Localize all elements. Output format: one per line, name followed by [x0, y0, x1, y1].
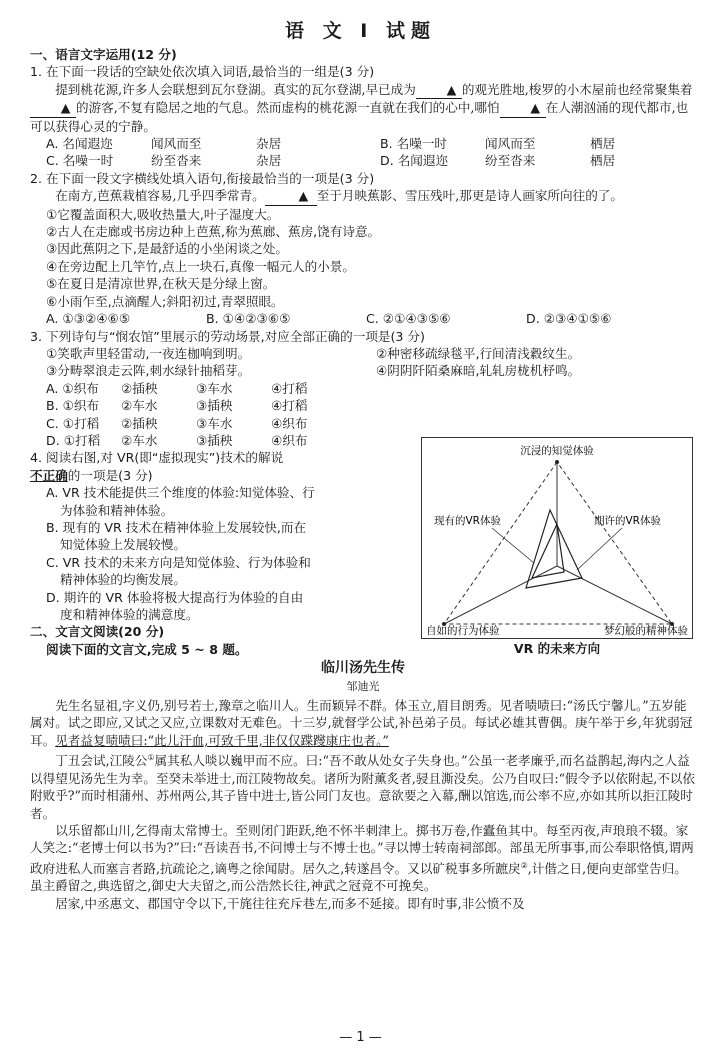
page-title: 语 文 Ⅰ 试题	[285, 20, 436, 42]
option-text: 纷至沓来	[485, 153, 536, 169]
section-2-intro: 阅读下面的文言文,完成 5 ~ 8 题。	[46, 641, 248, 657]
option-d-cont: 度和精神体验的满意度。	[60, 607, 199, 622]
answer-blank: ▲	[30, 99, 76, 117]
option-a: A. VR 技术能提供三个维度的体验:知觉体验、行	[46, 485, 315, 501]
label-left: 现有的VR体验	[434, 515, 501, 527]
question-4-stem: 4. 阅读右图,对 VR(即“虚拟现实”)技术的解说	[30, 450, 284, 466]
option-text: 纷至沓来	[151, 153, 202, 169]
q3-item: ②种密移疏绿毯平,行间清浅縠纹生。	[376, 345, 581, 361]
option-b-cont: 知觉体验上发展较慢。	[60, 537, 186, 553]
q2-item: ⑤在夏日是清凉世界,在秋天是分绿上窗。	[46, 276, 276, 292]
q3-item: ③分畴翠浪走云阵,刺水绿针抽稻芽。	[46, 363, 251, 379]
pointer-line	[492, 528, 534, 563]
section-1-heading: 一、语言文字运用(12 分)	[30, 47, 177, 62]
question-1-passage	[30, 81, 696, 135]
option-b: B. ①④②③⑥⑤	[206, 311, 291, 327]
figure-caption: VR 的未来方向	[513, 641, 601, 656]
option-text: ②车水	[121, 432, 158, 448]
q1-text: 提到桃花源,许多人会联想到瓦尔登湖。真实的瓦尔登湖,早已成为	[55, 81, 416, 97]
paragraph-text: ,计偕之日,便向吏部堂告归。虽主爵留之,典选留之,御史大夫留之,而公浩然长往,神武之冠竟不可挽矣。	[30, 861, 687, 894]
q2-item: ①它覆盖面积大,吸收热量大,叶子湿度大。	[46, 206, 280, 222]
option-text: ④织布	[271, 415, 308, 431]
passage-paragraph-4: 居家,中丞惠文、郡国守令以下,干旄往往充斥巷左,而多不延接。即有时事,非公愤不及	[55, 895, 525, 911]
option-text: ③插秧	[196, 432, 233, 448]
option-text: 杂居	[256, 153, 282, 169]
axis-end-dot	[555, 460, 559, 464]
label-bottom-right: 梦幻般的精神体验	[604, 625, 688, 637]
q2-text: 在南方,芭蕉栽植容易,几乎四季常青。	[55, 188, 265, 204]
option-text: C. ①打稻	[46, 415, 100, 431]
option-text: ②车水	[121, 398, 158, 414]
stem-text: 的一项是(3 分)	[67, 467, 153, 483]
option-text: B. ①织布	[46, 398, 100, 414]
option-d: D. 名闻遐迩	[380, 153, 449, 169]
q2-item: ④在旁边配上几竿竹,点上一块石,真像一幅元人的小景。	[46, 258, 355, 274]
outer-triangle	[444, 462, 672, 624]
label-right: 期许的VR体验	[594, 515, 661, 527]
option-text: ③车水	[196, 415, 233, 431]
q1-text: 的游客,不复有隐居之地的气息。然而虚构的桃花	[76, 100, 345, 116]
page-number: — 1 —	[339, 1030, 382, 1045]
q2-item: ③因此蕉阴之下,是最舒适的小坐闲谈之处。	[46, 241, 288, 257]
q3-item: ④阴阴阡陌桑麻暗,轧轧房栊机杼鸣。	[376, 363, 581, 379]
vr-radar-diagram	[422, 438, 692, 638]
option-text: D. ①打稻	[46, 432, 101, 448]
option-text: ④打稻	[271, 380, 308, 396]
footnote-marker: ②	[520, 860, 528, 870]
question-1-options-row	[30, 152, 696, 169]
label-bottom-left: 自如的行为体验	[426, 625, 500, 637]
option-c: C. ②①④③⑤⑥	[366, 311, 451, 327]
q1-text: 的观光胜	[461, 81, 513, 97]
option-b: B. 现有的 VR 技术在精神体验上发展较快,而在	[46, 519, 307, 535]
option-text: 栖居	[590, 153, 616, 169]
question-1-stem: 1. 在下面一段话的空缺处依次填入词语,最恰当的一组是(3 分)	[30, 64, 375, 80]
option-text: 杂居	[256, 136, 282, 152]
option-text: 闻风而至	[485, 136, 536, 152]
q3-items-row	[30, 362, 696, 379]
expected-vr-shape	[526, 510, 582, 588]
passage-paragraph-1	[30, 697, 696, 749]
q2-item: ②古人在走廊或书房边种上芭蕉,称为蕉廊、蕉房,饶有诗意。	[46, 224, 381, 240]
emphasis-text: 不正确	[30, 467, 68, 483]
option-text: ④打稻	[271, 398, 308, 414]
question-2-options	[30, 310, 696, 327]
option-text: ④织布	[271, 432, 308, 448]
option-text: ②插秧	[121, 380, 158, 396]
answer-blank: ▲	[265, 187, 317, 205]
option-text: ③插秧	[196, 398, 233, 414]
answer-blank: ▲	[500, 99, 546, 117]
q3-items-row	[30, 345, 696, 362]
option-b	[30, 397, 696, 414]
question-2-passage	[30, 187, 696, 205]
option-a: A. 名闻遐迩	[46, 136, 113, 152]
question-3-stem: 3. 下列诗句与“悯农馆”里展示的劳动场景,对应全部正确的一项是(3 分)	[30, 328, 425, 344]
option-text: ③车水	[196, 380, 233, 396]
q1-text: 地,梭罗的小木屋前也经常聚集着	[512, 81, 693, 97]
passage-title: 临川汤先生传	[321, 660, 405, 677]
axis-right	[557, 566, 672, 624]
axis-left	[444, 566, 557, 624]
paragraph-text: 属其私人啖以巍甲而不应。曰:“吾不敢从处女子失身也。”公虽一老孝廉乎,而名益鹊起,海内之人益以得望见汤先生为幸。至癸未举进士,而江陵物故矣。诸所为附薰炙者,骎且澌没矣。公乃自叹曰:“假令予以依附起,不以依附败乎?”而时相蒲州、苏州两公,其子皆中进士,皆公同门友也。意欲要之入幕,酬以馆选,而公率不应,亦如其所以拒江陵时者。	[30, 753, 695, 821]
paragraph-text: 先生名显祖,字义仍,别号若士,豫章之临川人。生而颖异不群。体玉立,眉目朗秀。见者啧啧曰:“汤氏宁馨儿。”五岁能属对。试之即应,又试之又应,立课数对无难色。十三岁,就督学公试,补邑弟子员。每试必雄其曹偶。庚午举于乡,年犹弱冠耳。	[30, 698, 693, 748]
option-d: D. 期许的 VR 体验将极大提高行为体验的自由	[46, 589, 304, 605]
passage-author: 邹迪光	[346, 679, 380, 693]
underlined-sentence: 见者益复啧啧曰:“此儿汗血,可致千里,非仅仅蹀躞康庄也者。”	[55, 732, 389, 748]
paragraph-text: 以乐留都山川,乞得南太常博士。至则闭门距跃,绝不怀半刺津上。掷书万卷,作蠹鱼其中。每至丙夜,声琅琅不辍。家人笑之:“老博士何以书为?”曰:“吾读吾书,不问博士与不博士也。”寻以博士转南祠部郎。部虽无所事事,而公奉职恪慎,谓两政府进私人而塞言者路,抗疏论之,谪粤之徐闻尉。居久之,转遂昌令。又以矿税事多所蹠戾	[30, 823, 694, 877]
q1-text: 源一直就在我们的心中,哪怕	[344, 100, 500, 116]
option-c	[30, 415, 696, 432]
q2-text: 至于月映蕉影、雪压残叶,那更是诗人画	[316, 188, 535, 204]
label-top: 沉浸的知觉体验	[520, 445, 594, 457]
option-b: B. 名噪一时	[380, 136, 448, 152]
option-d: D. ②③④①⑤⑥	[526, 311, 612, 327]
q2-text: 家所向往的了。	[534, 188, 623, 204]
q2-item: ⑥小雨乍至,点滴醒人;斜阳初过,青翠照眼。	[46, 293, 284, 309]
option-text: A. ①织布	[46, 380, 99, 396]
option-text: 闻风而至	[151, 136, 202, 152]
option-text: ②插秧	[121, 415, 158, 431]
option-c-cont: 精神体验的均衡发展。	[60, 572, 186, 588]
option-text: 栖居	[590, 136, 616, 152]
answer-blank: ▲	[416, 81, 462, 99]
question-2	[30, 170, 696, 328]
option-a: A. ①③②④⑥⑤	[46, 311, 131, 327]
paragraph-text: 丁丑会试,江陵公	[55, 753, 148, 769]
option-c: C. 名噪一时	[46, 153, 114, 169]
option-a	[30, 380, 696, 397]
option-a-cont: 为体验和精神体验。	[60, 502, 174, 518]
question-4-stem-2	[30, 467, 402, 484]
question-4	[30, 449, 402, 623]
question-1	[30, 63, 696, 169]
question-3	[30, 328, 696, 450]
vr-radar-figure	[421, 437, 693, 639]
passage-paragraph-3	[30, 822, 696, 895]
pointer-line	[577, 528, 622, 570]
question-2-stem: 2. 在下面一段文字横线处填入语句,衔接最恰当的一项是(3 分)	[30, 170, 375, 186]
q3-item: ①笑歌声里轻雷动,一夜连枷响到明。	[46, 345, 251, 361]
footnote-marker: ①	[147, 753, 155, 763]
q1-text: 在人潮汹涌的现代都市,也可以获得心灵的宁静。	[30, 100, 689, 134]
passage-paragraph-2	[30, 749, 696, 822]
option-c: C. VR 技术的未来方向是知觉体验、行为体验和	[46, 554, 311, 570]
question-1-options-row	[30, 135, 696, 152]
section-2-heading: 二、文言文阅读(20 分)	[30, 624, 165, 640]
